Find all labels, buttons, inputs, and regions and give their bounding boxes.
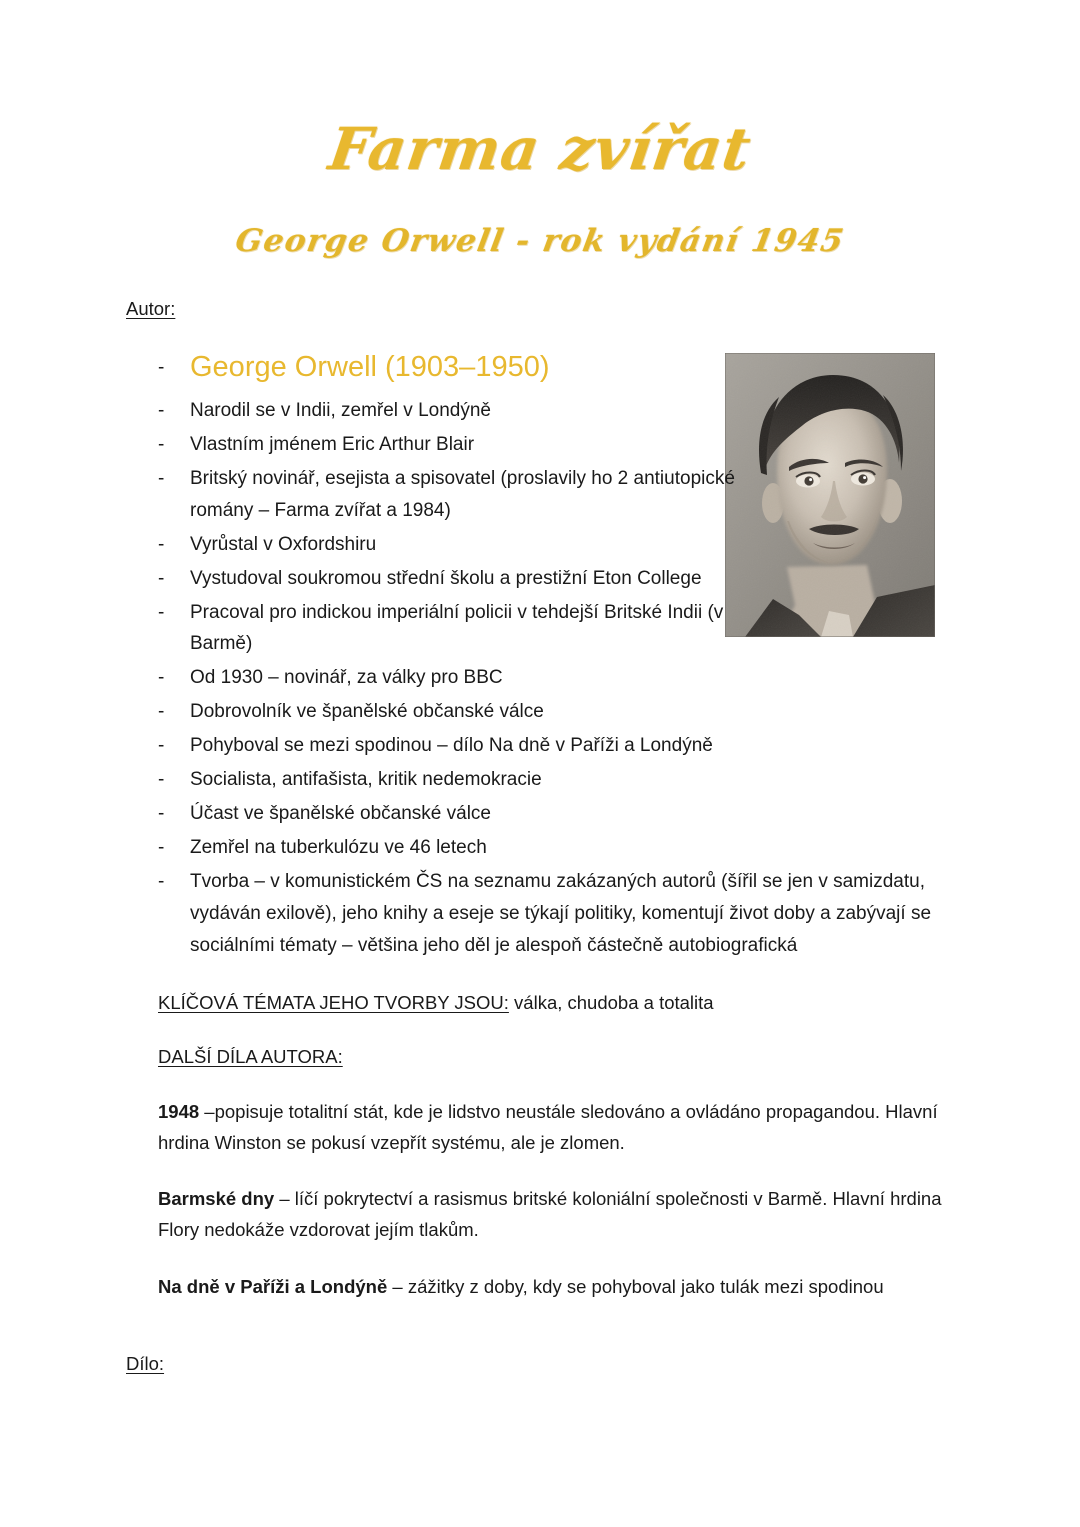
other-works-heading: DALŠÍ DÍLA AUTORA:	[158, 1046, 343, 1068]
list-item: - Zemřel na tuberkulózu ve 46 letech	[126, 832, 790, 864]
work-section-heading: Dílo:	[126, 1353, 165, 1374]
page-subtitle: George Orwell - rok vydání 1945	[232, 222, 848, 259]
list-item-author-name: - George Orwell (1903–1950)	[126, 349, 790, 385]
list-item: - Britský novinář, esejista a spisovatel (proslavily ho 2 antiutopické romány – Farma zvířat a 1984)	[126, 463, 790, 527]
page-title: Farma zvířat	[324, 115, 756, 183]
key-themes-line	[158, 989, 956, 1017]
work-title: Barmské dny	[158, 1188, 275, 1210]
document-body	[126, 296, 956, 1302]
list-item: - Pracoval pro indickou imperiální policii v tehdejší Britské Indii (v Barmě)	[126, 597, 790, 661]
list-item: - Pohyboval se mezi spodinou – dílo Na dně v Paříži a Londýně	[126, 730, 790, 762]
work-description: – líčí pokrytectví a rasismus britské koloniální společnosti v Barmě. Hlavní hrdina Flory nedokáže vzdorovat jejím tlakům.	[158, 1188, 942, 1241]
list-item: - Účast ve španělské občanské válce	[126, 798, 790, 830]
work-description: –popisuje totalitní stát, kde je lidstvo neustále sledováno a ovládáno propagandou. Hlavní hrdina Winston se pokusí vzepřít systému, ale je zlomen.	[158, 1100, 938, 1153]
work-description: – zážitky z doby, kdy se pohyboval jako tulák mezi spodinou	[387, 1275, 884, 1297]
work-title: 1948	[158, 1100, 200, 1122]
list-item: - Socialista, antifašista, kritik nedemokracie	[126, 764, 790, 796]
list-item: - Narodil se v Indii, zemřel v Londýně	[126, 395, 790, 427]
work-title: Na dně v Paříži a Londýně	[158, 1275, 388, 1297]
work-entry	[158, 1097, 948, 1158]
list-item: - Vystudoval soukromou střední školu a prestižní Eton College	[126, 563, 790, 595]
author-bullet-list	[126, 349, 956, 962]
title-block	[0, 115, 1080, 259]
list-item: - Vyrůstal v Oxfordshiru	[126, 529, 790, 561]
work-entry	[158, 1184, 948, 1245]
key-themes-value: válka, chudoba a totalita	[508, 992, 714, 1014]
work-entry	[158, 1272, 948, 1303]
author-section-heading: Autor:	[126, 298, 176, 319]
list-item: - Vlastním jménem Eric Arthur Blair	[126, 429, 790, 461]
list-item: - Dobrovolník ve španělské občanské válce	[126, 696, 790, 728]
list-item: - Od 1930 – novinář, za války pro BBC	[126, 662, 790, 694]
list-item: - Tvorba – v komunistickém ČS na seznamu zakázaných autorů (šířil se jen v samizdatu, vydáván exilově), jeho knihy a eseje se týkají politiky, komentují život doby a zabývají se sociálními tématy – většina jeho děl je alespoň částečně autobiografická	[126, 866, 956, 962]
key-themes-label: KLÍČOVÁ TÉMATA JEHO TVORBY JSOU:	[158, 992, 509, 1014]
